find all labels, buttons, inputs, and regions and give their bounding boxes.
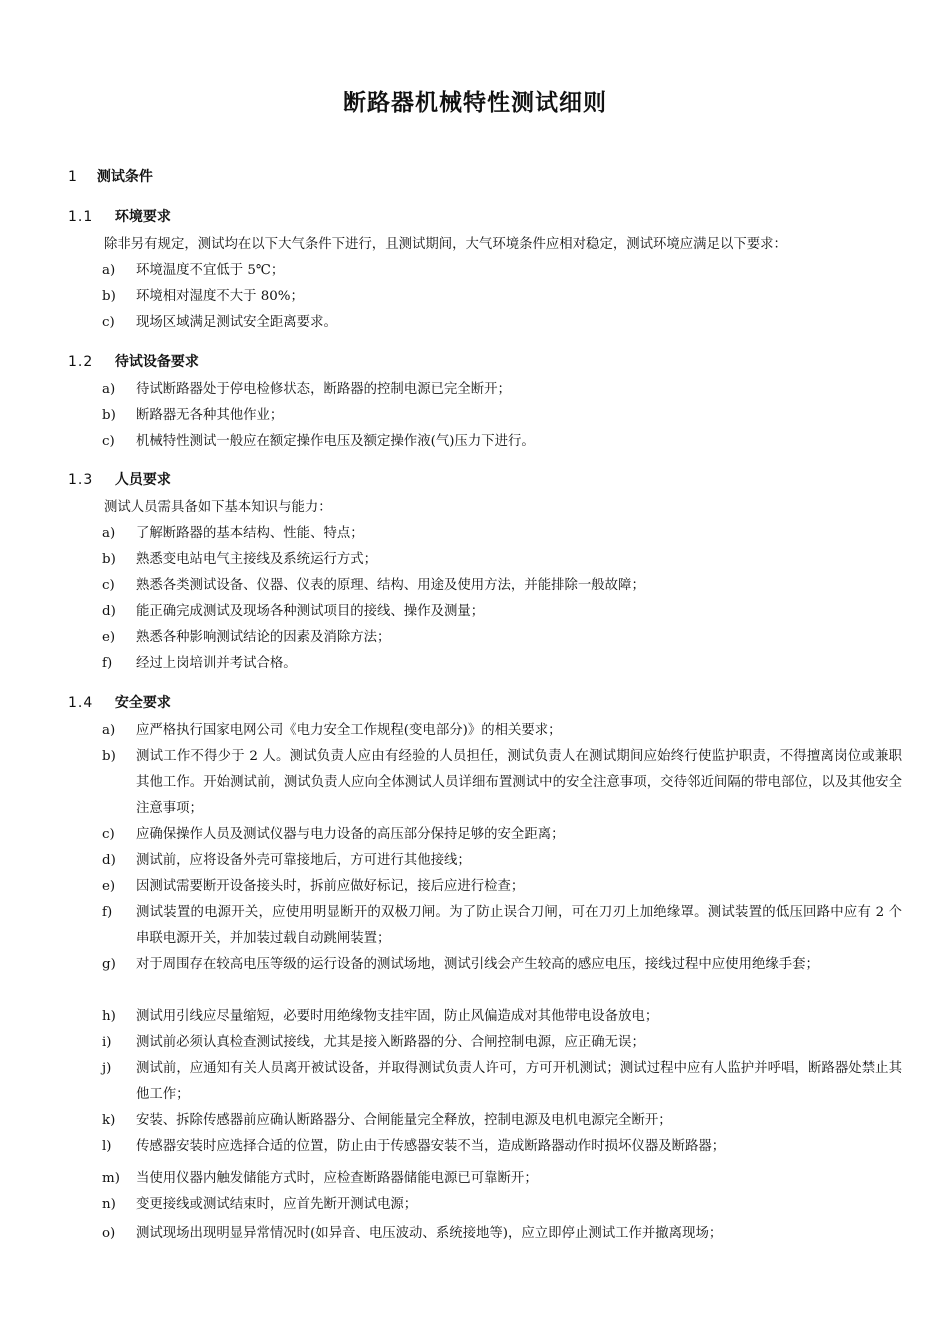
document-title: 断路器机械特性测试细则 xyxy=(343,90,607,116)
list-item-text: 断路器无各种其他作业； xyxy=(136,408,284,423)
list-item-text: 环境温度不宜低于 5℃； xyxy=(136,263,285,278)
list-item-label: e) xyxy=(102,879,116,894)
list-item-text: 应确保操作人员及测试仪器与电力设备的高压部分保持足够的安全距离； xyxy=(136,827,565,842)
list-item xyxy=(102,1030,902,1056)
subsection-number: 1.1 xyxy=(68,209,94,225)
list-item-text: 经过上岗培训并考试合格。 xyxy=(136,656,297,671)
section-number: 1 xyxy=(68,169,77,185)
list-item-label: a) xyxy=(102,526,116,541)
list-item xyxy=(102,258,902,284)
list-item xyxy=(102,625,902,651)
list-item-text: 能正确完成测试及现场各种测试项目的接线、操作及测量； xyxy=(136,604,485,619)
list-item-label: n) xyxy=(102,1197,116,1212)
list-item-label: j) xyxy=(102,1061,112,1076)
list-item-label: k) xyxy=(102,1113,116,1128)
list-item xyxy=(102,1134,902,1160)
subsection-title: 人员要求 xyxy=(114,472,171,488)
list-item xyxy=(102,310,902,336)
list-item-label: c) xyxy=(102,827,115,842)
list-item xyxy=(102,1004,902,1030)
list-item xyxy=(102,573,902,599)
list-item xyxy=(102,377,902,403)
subsection-heading-1-1 xyxy=(68,206,171,226)
list-item xyxy=(102,1108,902,1134)
list-item xyxy=(102,547,902,573)
list-item xyxy=(102,521,902,547)
list-item xyxy=(102,848,902,874)
list-item-text: 测试前，应将设备外壳可靠接地后，方可进行其他接线； xyxy=(136,853,471,868)
list-item-label: c) xyxy=(102,315,115,330)
list-item-label: g) xyxy=(102,957,116,972)
list-item-label: d) xyxy=(102,604,116,619)
list-item xyxy=(102,599,902,625)
list-item xyxy=(102,651,902,677)
list-item-label: f) xyxy=(102,656,113,671)
list-item-label: b) xyxy=(102,552,116,567)
list-item-text: 测试前，应通知有关人员离开被试设备，并取得测试负责人许可，方可开机测试；测试过程中应有人监护并呼唱，断路器处禁止其他工作； xyxy=(136,1061,902,1102)
paragraph-intro: 除非另有规定，测试均在以下大气条件下进行，且测试期间，大气环境条件应相对稳定，测试环境应满足以下要求： xyxy=(104,237,787,252)
list-item-text: 变更接线或测试结束时，应首先断开测试电源； xyxy=(136,1197,418,1212)
list-item-label: b) xyxy=(102,289,116,304)
list-item-text: 待试断路器处于停电检修状态，断路器的控制电源已完全断开； xyxy=(136,382,511,397)
list-item-label: c) xyxy=(102,434,115,449)
list-item xyxy=(102,1166,902,1192)
list-item-text: 环境相对湿度不大于 80%； xyxy=(136,289,304,304)
list-item-label: h) xyxy=(102,1009,116,1024)
list-item-text: 应严格执行国家电网公司《电力安全工作规程(变电部分)》的相关要求； xyxy=(136,723,562,738)
list-item-text: 因测试需要断开设备接头时，拆前应做好标记，接后应进行检查； xyxy=(136,879,525,894)
list-item-label: a) xyxy=(102,263,116,278)
list-item xyxy=(102,718,902,744)
subsection-number: 1.2 xyxy=(68,354,94,370)
list-item xyxy=(102,952,902,978)
list-item xyxy=(102,429,902,455)
list-item-text: 测试现场出现明显异常情况时(如异音、电压波动、系统接地等)，应立即停止测试工作并撤离现场； xyxy=(136,1226,723,1241)
subsection-heading-1-3 xyxy=(68,469,171,489)
list-item-text: 测试装置的电源开关，应使用明显断开的双极刀闸。为了防止误合刀闸，可在刀刃上加绝缘罩。测试装置的低压回路中应有 2 个串联电源开关，并加装过载自动跳闸装置； xyxy=(136,905,902,946)
list-item xyxy=(102,822,902,848)
list-item-text: 对于周围存在较高电压等级的运行设备的测试场地，测试引线会产生较高的感应电压，接线过程中应使用绝缘手套； xyxy=(136,957,819,972)
list-item-label: d) xyxy=(102,853,116,868)
subsection-title: 环境要求 xyxy=(114,209,171,225)
list-item-label: e) xyxy=(102,630,116,645)
list-item-label: a) xyxy=(102,382,116,397)
list-item-text: 现场区域满足测试安全距离要求。 xyxy=(136,315,337,330)
subsection-number: 1.4 xyxy=(68,695,94,711)
list-item-text: 测试用引线应尽量缩短，必要时用绝缘物支挂牢固，防止风偏造成对其他带电设备放电； xyxy=(136,1009,659,1024)
list-item-text: 熟悉各种影响测试结论的因素及消除方法； xyxy=(136,630,391,645)
list-item-label: o) xyxy=(102,1226,116,1241)
list-item xyxy=(102,403,902,429)
paragraph-intro: 测试人员需具备如下基本知识与能力： xyxy=(104,500,332,515)
subsection-heading-1-4 xyxy=(68,692,171,712)
list-item-label: l) xyxy=(102,1139,112,1154)
list-item-text: 了解断路器的基本结构、性能、特点； xyxy=(136,526,364,541)
list-item-text: 测试前必须认真检查测试接线，尤其是接入断路器的分、合闸控制电源，应正确无误； xyxy=(136,1035,645,1050)
list-item-text: 测试工作不得少于 2 人。测试负责人应由有经验的人员担任，测试负责人在测试期间应始终行使监护职责，不得擅离岗位或兼职其他工作。开始测试前，测试负责人应向全体测试人员详细布置测试中的安全注意事项，交待邻近间隔的带电部位，以及其他安全注意事项； xyxy=(136,749,902,816)
subsection-number: 1.3 xyxy=(68,472,94,488)
subsection-heading-1-2 xyxy=(68,351,199,371)
list-item-text: 机械特性测试一般应在额定操作电压及额定操作液(气)压力下进行。 xyxy=(136,434,535,449)
section-title: 测试条件 xyxy=(96,169,153,185)
subsection-title: 待试设备要求 xyxy=(114,354,199,370)
list-item-text: 熟悉变电站电气主接线及系统运行方式； xyxy=(136,552,378,567)
list-item-text: 传感器安装时应选择合适的位置，防止由于传感器安装不当，造成断路器动作时损坏仪器及断路器； xyxy=(136,1139,726,1154)
subsection-title: 安全要求 xyxy=(114,695,171,711)
list-item-label: b) xyxy=(102,408,116,423)
list-item-text: 安装、拆除传感器前应确认断路器分、合闸能量完全释放，控制电源及电机电源完全断开； xyxy=(136,1113,672,1128)
list-item-label: a) xyxy=(102,723,116,738)
list-item xyxy=(102,874,902,900)
list-item xyxy=(102,900,902,952)
list-item xyxy=(102,1192,902,1218)
section-heading-1 xyxy=(68,166,153,186)
list-item-text: 熟悉各类测试设备、仪器、仪表的原理、结构、用途及使用方法，并能排除一般故障； xyxy=(136,578,645,593)
list-item xyxy=(102,1221,902,1247)
list-item-text: 当使用仪器内触发储能方式时，应检查断路器储能电源已可靠断开； xyxy=(136,1171,538,1186)
list-item-label: f) xyxy=(102,905,113,920)
list-item xyxy=(102,744,902,822)
list-item-label: i) xyxy=(102,1035,112,1050)
list-item-label: b) xyxy=(102,749,116,764)
list-item xyxy=(102,1056,902,1108)
list-item-label: c) xyxy=(102,578,115,593)
list-item-label: m) xyxy=(102,1171,120,1186)
list-item xyxy=(102,284,902,310)
